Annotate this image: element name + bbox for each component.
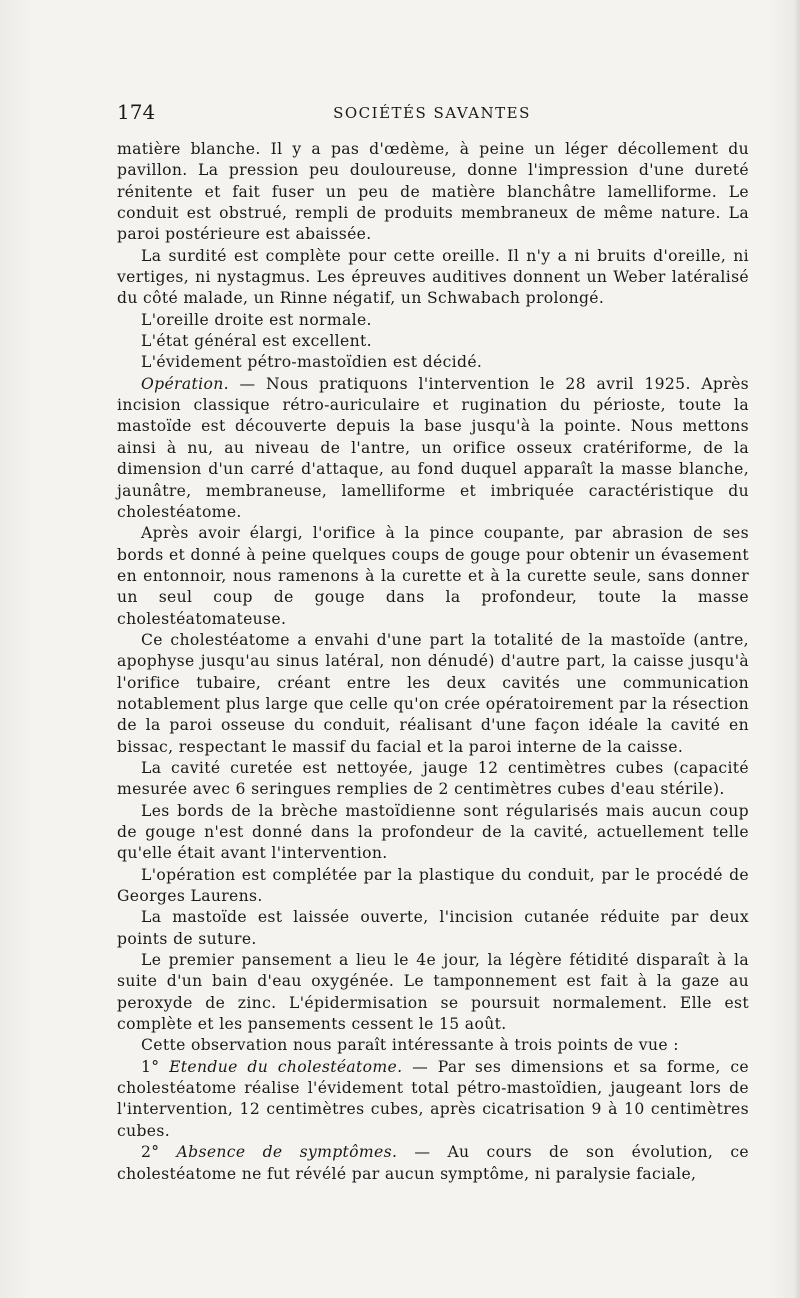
paragraph-operation	[117, 374, 749, 523]
paragraph-12: La mastoïde est laissée ouverte, l'incision cutanée réduite par deux points de suture.	[117, 908, 749, 948]
point-2-text: — Au cours de son évolution, ce cholestéatome ne fut révélé par aucun symptôme, ni paralysie faciale,	[117, 1143, 749, 1183]
paragraph-9: La cavité curetée est nettoyée, jauge 12 centimètres cubes (capacité mesurée avec 6 seringues remplies de 2 centimètres cubes d'eau stérile).	[117, 758, 749, 799]
point-1-text: — Par ses dimensions et sa forme, ce cholestéatome réalise l'évidement total pétro-mastoïdien, jaugeant lors de l'intervention, 12 centimètres cubes, après cicatrisation 9 à 10 centimètres cubes.	[117, 1057, 749, 1140]
paragraph-13: Le premier pansement a lieu le 4e jour, la légère fétidité disparaît à la suite d'un bain d'eau oxygénée. Le tamponnement est fait à la gaze au peroxyde de zinc. L'épidermisation se poursuit normalement. Elle est complète et les pansements cessent le 15 août.	[117, 951, 749, 1034]
point-1-number: 1°	[141, 1057, 160, 1076]
paragraph-10: Les bords de la brèche mastoïdienne sont régularisés mais aucun coup de gouge n'est donné dans la profondeur de la cavité, actuellement telle qu'elle était avant l'intervention.	[117, 801, 749, 863]
paragraph-14: Cette observation nous paraît intéressante à trois points de vue :	[141, 1036, 679, 1055]
body-text	[117, 139, 749, 1185]
page-edge-shadow	[794, 0, 800, 1298]
paragraph-11: L'opération est complétée par la plastique du conduit, par le procédé de Georges Laurens.	[117, 865, 749, 906]
paragraph-7: Après avoir élargi, l'orifice à la pince coupante, par abrasion de ses bords et donné à peine quelques coups de gouge pour obtenir un évasement en entonnoir, nous ramenons à la curette et à la curette seule, sans donner un seul coup de gouge dans la profondeur, toute la masse cholestéatomateuse.	[117, 524, 749, 628]
point-1	[117, 1057, 749, 1142]
paragraph-3: L'oreille droite est normale.	[141, 310, 372, 329]
point-2	[117, 1142, 749, 1185]
page-number: 174	[117, 100, 156, 124]
page-header	[117, 100, 747, 130]
paragraph-5: L'évidement pétro-mastoïdien est décidé.	[141, 353, 483, 372]
operation-dash: —	[228, 374, 266, 393]
paragraph-4: L'état général est excellent.	[141, 332, 372, 351]
point-1-title: Etendue du cholestéatome.	[169, 1057, 403, 1076]
operation-text: Nous pratiquons l'intervention le 28 avril 1925. Après incision classique rétro-auriculaire et rugination du périoste, toute la mastoïde est découverte depuis la base jusqu'à la pointe. Nous mettons ainsi à nu, au niveau de l'antre, un orifice osseux cratériforme, de la dimension d'un carré d'attaque, au fond duquel apparaît la masse blanche, jaunâtre, membraneuse, lamelliforme et imbriquée caractéristique du cholestéatome.	[117, 374, 749, 521]
point-2-title: Absence de symptômes.	[176, 1143, 398, 1162]
operation-label: Opération.	[141, 374, 229, 393]
running-title: SOCIÉTÉS SAVANTES	[333, 104, 531, 122]
paragraph-8: Ce cholestéatome a envahi d'une part la totalité de la mastoïde (antre, apophyse jusqu'au sinus latéral, non dénudé) d'autre part, la caisse jusqu'à l'orifice tubaire, créant entre les deux cavités une communication notablement plus large que celle qu'on crée opératoirement par la résection de la paroi osseuse du conduit, réalisant d'une façon idéale la cavité en bissac, respectant le massif du facial et la paroi interne de la caisse.	[117, 630, 749, 756]
paragraph-2: La surdité est complète pour cette oreille. Il n'y a ni bruits d'oreille, ni vertiges, ni nystagmus. Les épreuves auditives donnent un Weber latéralisé du côté malade, un Rinne négatif, un Schwabach prolongé.	[117, 246, 749, 308]
point-2-number: 2°	[141, 1143, 160, 1162]
paragraph-1: matière blanche. Il y a pas d'œdème, à peine un léger décollement du pavillon. La pression peu douloureuse, donne l'impression d'une dureté rénitente et fait fuser un peu de matière blanchâtre lamelliforme. Le conduit est obstrué, rempli de produits membraneux de même nature. La paroi postérieure est abaissée.	[117, 140, 749, 244]
